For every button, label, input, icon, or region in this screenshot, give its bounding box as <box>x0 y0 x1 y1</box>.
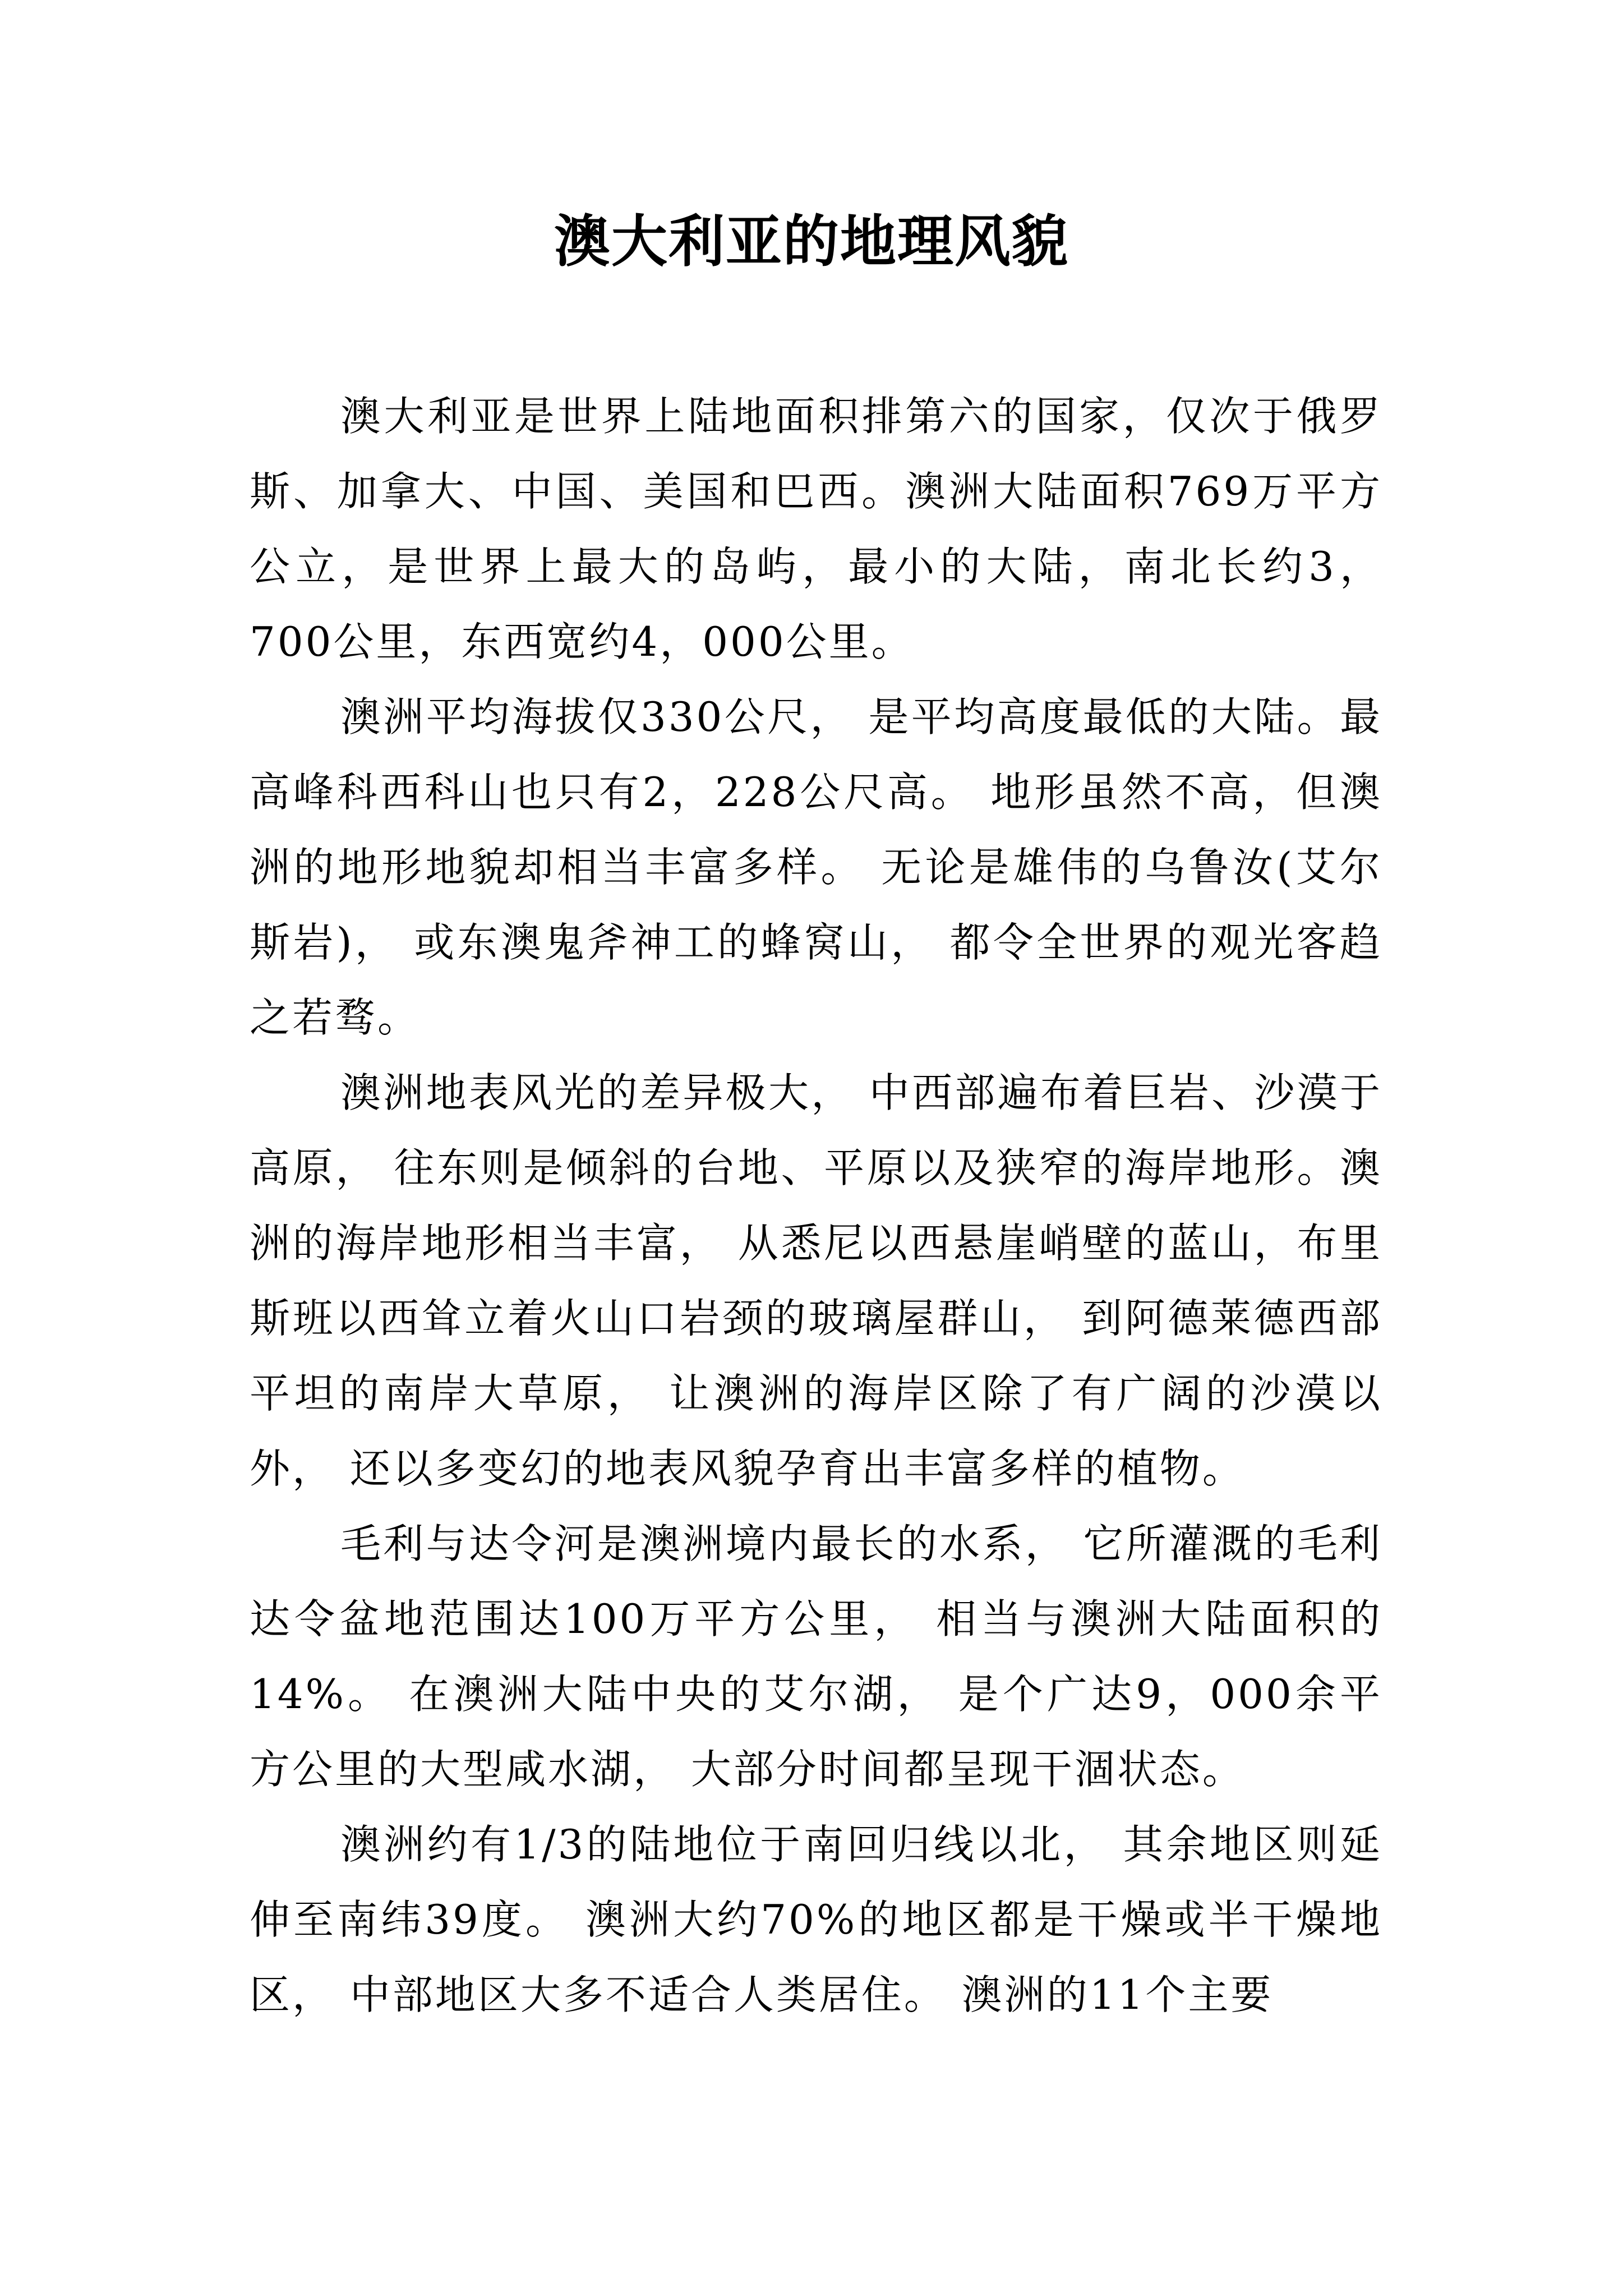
paragraph-elevation: 澳洲平均海拔仅330公尺， 是平均高度最低的大陆。最高峰科西科山也只有2，228公尺高。 地形虽然不高，但澳洲的地形地貌却相当丰富多样。 无论是雄伟的乌鲁汝(艾尔斯岩)， 或东澳鬼斧神工的蜂窝山， 都令全世界的观光客趋之若骛。 <box>250 693 1382 1041</box>
paragraph-area: 澳大利亚是世界上陆地面积排第六的国家，仅次于俄罗斯、加拿大、中国、美国和巴西。澳洲大陆面积769万平方公立，是世界上最大的岛屿，最小的大陆，南北长约3，700公里，东西宽约4，000公里。 <box>250 393 1382 665</box>
paragraph-landscape: 澳洲地表风光的差异极大， 中西部遍布着巨岩、沙漠于高原， 往东则是倾斜的台地、平原以及狭窄的海岸地形。澳洲的海岸地形相当丰富， 从悉尼以西悬崖峭壁的蓝山，布里斯班以西耸立着火山口岩颈的玻璃屋群山， 到阿德莱德西部平坦的南岸大草原， 让澳洲的海岸区除了有广阔的沙漠以外， 还以多变幻的地表风貌孕育出丰富多样的植物。 <box>250 1069 1382 1492</box>
paragraph-climate: 澳洲约有1/3的陆地位于南回归线以北， 其余地区则延伸至南纬39度。 澳洲大约70%的地区都是干燥或半干燥地区， 中部地区大多不适合人类居住。 澳洲的11个主要 <box>250 1821 1382 2018</box>
document-title: 澳大利亚的地理风貌 <box>554 208 1069 274</box>
document-body <box>250 379 1382 2032</box>
paragraph-rivers: 毛利与达令河是澳洲境内最长的水系， 它所灌溉的毛利达令盆地范围达100万平方公里， 相当与澳洲大陆面积的14%。 在澳洲大陆中央的艾尔湖， 是个广达9，000余平方公里的大型咸水湖， 大部分时间都呈现干涸状态。 <box>250 1520 1382 1793</box>
